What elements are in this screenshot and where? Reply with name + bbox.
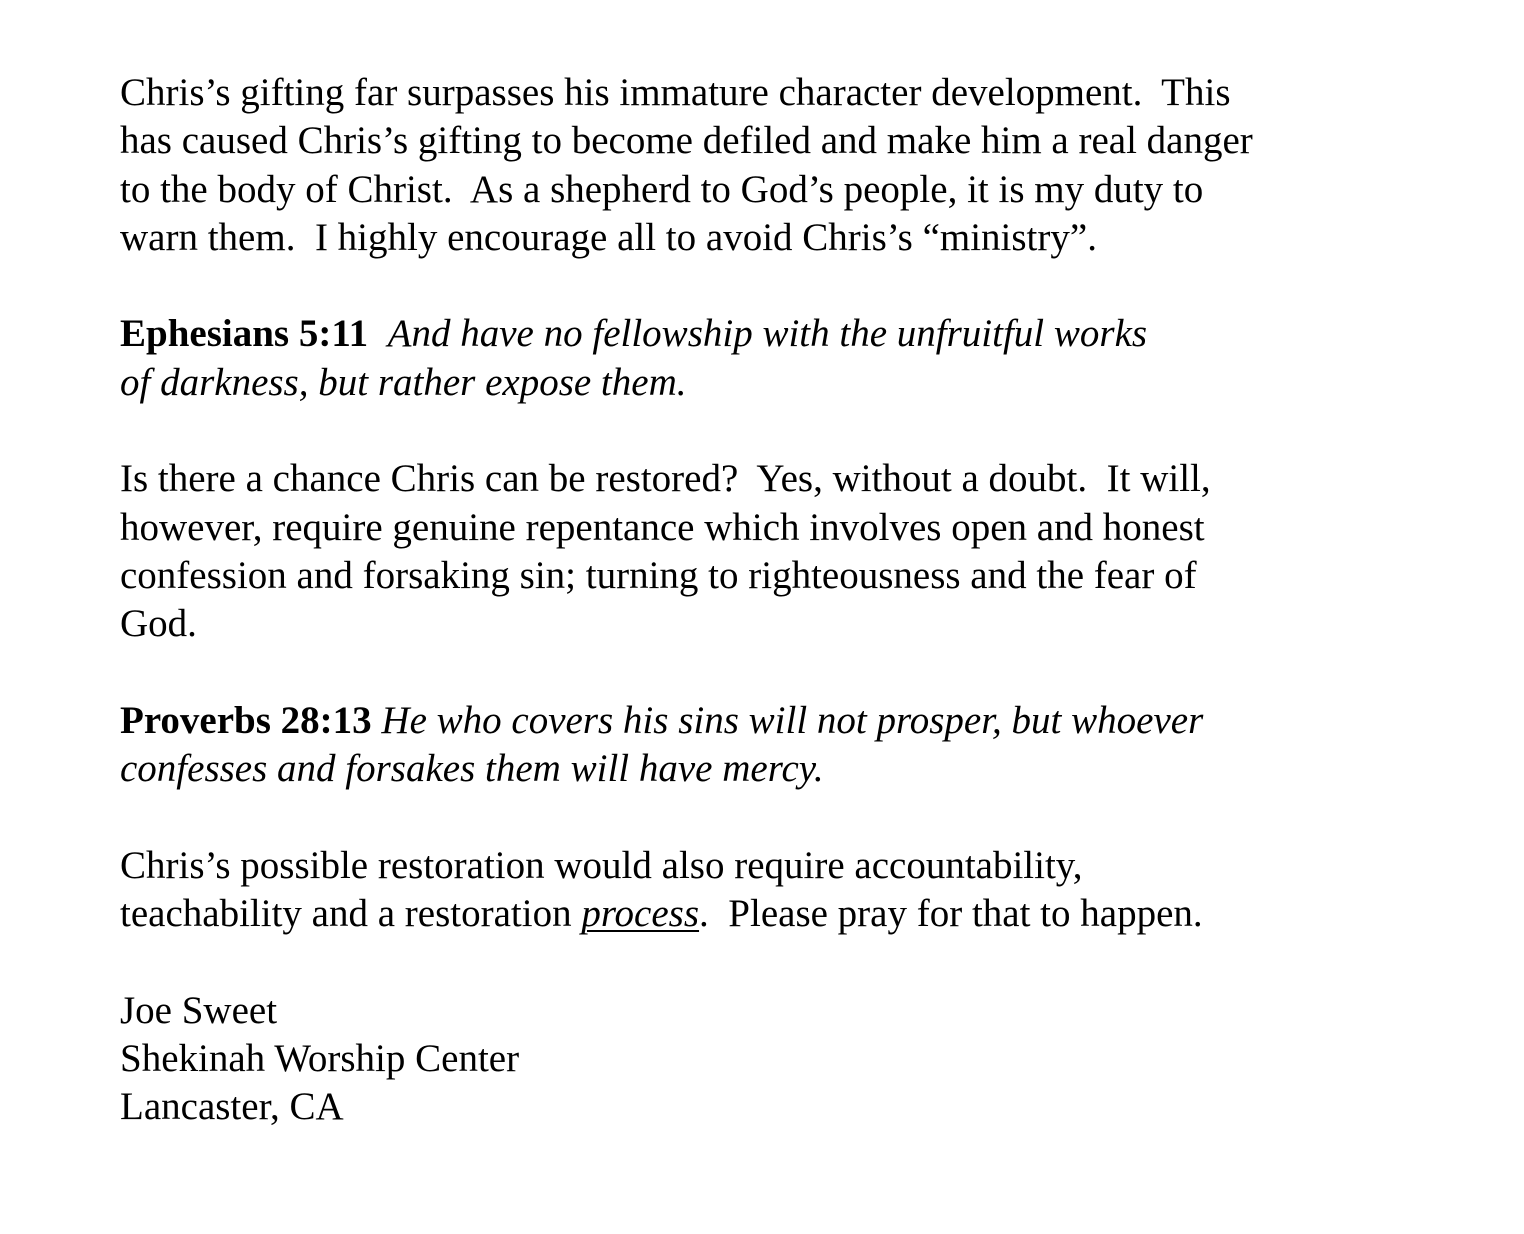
scripture-text: of darkness, but rather expose them. [120,360,687,404]
scripture-line [120,310,1450,358]
scripture-line [120,697,1450,745]
paragraph-text: . Please pray for that to happen. [699,892,1203,936]
paragraph-line [120,890,1450,938]
paragraph-line: confession and forsaking sin; turning to righteousness and the fear of [120,553,1197,597]
paragraph-line: Is there a chance Chris can be restored? Yes, without a doubt. It will, [120,457,1211,501]
paragraph-line: Chris’s gifting far surpasses his immature character development. This [120,71,1231,114]
letter-page [120,69,1450,1132]
paragraph-warning [120,69,1450,262]
scripture-proverbs [120,697,1450,794]
paragraph-restoration [120,455,1450,648]
paragraph-text: teachability and a restoration [120,892,582,936]
paragraph-accountability [120,842,1450,939]
paragraph-line: to the body of Christ. As a shepherd to God’s people, it is my duty to [120,167,1204,211]
paragraph-line: God. [120,602,197,646]
paragraph-line: however, require genuine repentance which involves open and honest [120,505,1205,549]
scripture-ephesians [120,310,1450,407]
scripture-text: And have no fellowship with the unfruitful works [387,312,1148,356]
paragraph-line: warn them. I highly encourage all to avoid Chris’s “ministry”. [120,215,1097,259]
paragraph-line: Chris’s possible restoration would also require accountability, [120,843,1083,887]
emphasized-word: process [581,892,700,936]
scripture-text: He who covers his sins will not prosper, but whoever [381,698,1204,742]
scripture-reference: Proverbs 28:13 [120,698,372,742]
signature-location: Lancaster, CA [120,1085,344,1129]
paragraph-line: has caused Chris’s gifting to become defiled and make him a real danger [120,119,1253,163]
signature-name: Joe Sweet [120,988,278,1032]
signature-block [120,987,1450,1132]
scripture-text: confesses and forsakes them will have mercy. [120,747,824,791]
scripture-reference: Ephesians 5:11 [120,312,369,356]
signature-organization: Shekinah Worship Center [120,1036,520,1080]
